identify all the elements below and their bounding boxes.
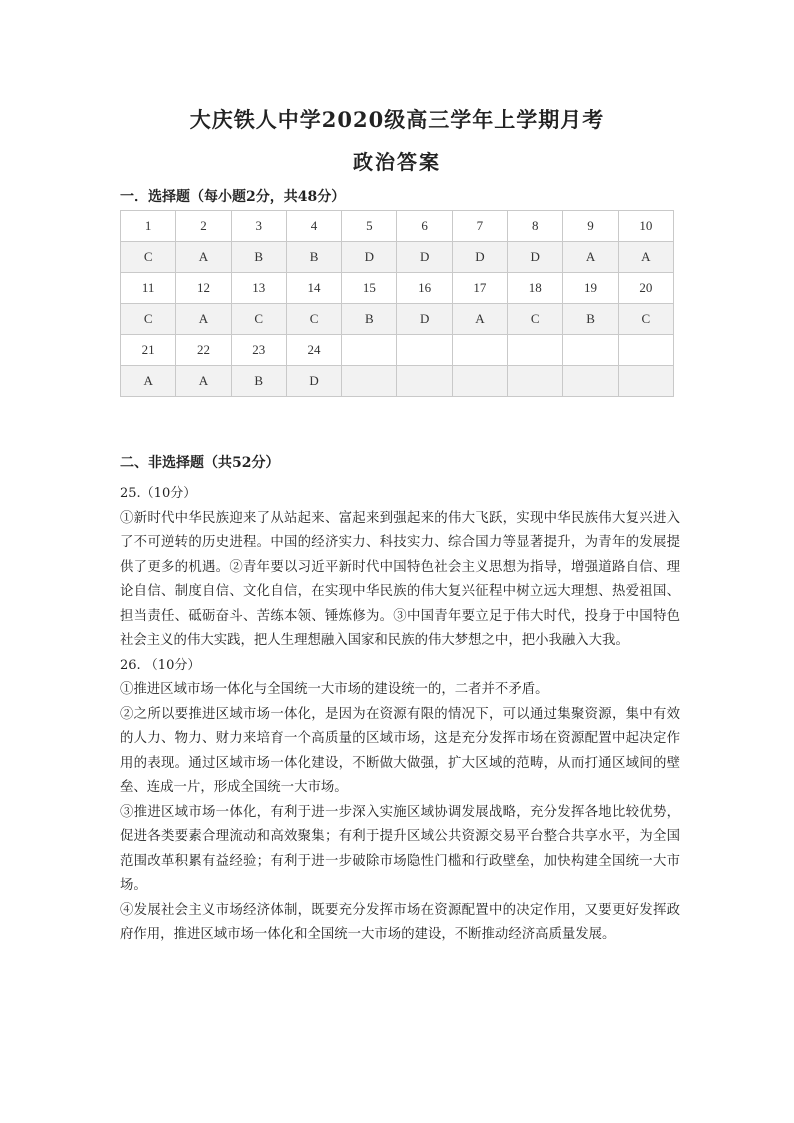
answer-cell: D: [342, 242, 397, 273]
answer-cell: [452, 366, 507, 397]
question-number-row: [121, 211, 674, 242]
question-number-cell: 10: [618, 211, 673, 242]
question-number-cell: 3: [231, 211, 286, 242]
answer-cell: A: [176, 366, 231, 397]
answer-cell: A: [452, 304, 507, 335]
question-number-cell: 17: [452, 273, 507, 304]
question-number-cell: 2: [176, 211, 231, 242]
question-number-cell: [452, 335, 507, 366]
question-number-cell: 21: [121, 335, 176, 366]
question-number-cell: [397, 335, 452, 366]
section-2-heading: 二、非选择题（共52分）: [120, 455, 280, 471]
answer-row: [121, 304, 674, 335]
answer-row: [121, 242, 674, 273]
answer-cell: C: [286, 304, 341, 335]
question-number-cell: 8: [508, 211, 563, 242]
question-number-cell: 12: [176, 273, 231, 304]
answer-cell: C: [121, 242, 176, 273]
answer-cell: D: [508, 242, 563, 273]
question-25-label: 25.（10分）: [120, 486, 197, 501]
answer-cell: C: [618, 304, 673, 335]
answer-cell: C: [121, 304, 176, 335]
answer-cell: [342, 366, 397, 397]
question-number-cell: [342, 335, 397, 366]
question-number-cell: 19: [563, 273, 618, 304]
question-number-cell: 18: [508, 273, 563, 304]
question-25-answer: ①新时代中华民族迎来了从站起来、富起来到强起来的伟大飞跃，实现中华民族伟大复兴进入了不可逆转的历史进程。中国的经济实力、科技实力、综合国力等显著提升，为青年的发展提供了更多的机遇。②青年要以习近平新时代中国特色社会主义思想为指导，增强道路自信、理论自信、制度自信、文化自信，在实现中华民族的伟大复兴征程中树立远大理想、热爱祖国、担当责任、砥砺奋斗、苦练本领、锤炼修为。③中国青年要立足于伟大时代，投身于中国特色社会主义的伟大实践，把人生理想融入国家和民族的伟大梦想之中，把小我融入大我。: [120, 510, 680, 648]
question-number-cell: [508, 335, 563, 366]
question-number-row: [121, 335, 674, 366]
answer-cell: B: [286, 242, 341, 273]
question-26-point-4: ④发展社会主义市场经济体制，既要充分发挥市场在资源配置中的决定作用，又要更好发挥政府作用，推进区域市场一体化和全国统一大市场的建设，不断推动经济高质量发展。: [120, 902, 680, 942]
question-number-cell: 5: [342, 211, 397, 242]
answer-cell: [508, 366, 563, 397]
question-number-cell: 6: [397, 211, 452, 242]
document-subtitle: 政治答案: [353, 150, 441, 174]
answer-body: [120, 482, 680, 948]
answer-cell: [618, 366, 673, 397]
question-number-cell: 13: [231, 273, 286, 304]
answer-cell: C: [231, 304, 286, 335]
question-26-label: 26. （10分）: [120, 657, 201, 673]
answer-cell: B: [231, 242, 286, 273]
answer-cell: D: [397, 242, 452, 273]
question-number-cell: 24: [286, 335, 341, 366]
question-number-row: [121, 273, 674, 304]
answer-cell: A: [618, 242, 673, 273]
answer-cell: D: [397, 304, 452, 335]
question-number-cell: 9: [563, 211, 618, 242]
question-number-cell: 16: [397, 273, 452, 304]
question-number-cell: [563, 335, 618, 366]
answer-row: [121, 366, 674, 397]
question-number-cell: 7: [452, 211, 507, 242]
answer-cell: B: [231, 366, 286, 397]
section-1-heading: 一．选择题（每小题2分，共48分）: [120, 189, 346, 205]
document-title: 大庆铁人中学2020级高三学年上学期月考: [189, 107, 605, 132]
question-26-point-1: ①推进区域市场一体化与全国统一大市场的建设统一的，二者并不矛盾。: [120, 682, 549, 697]
question-26-point-3: ③推进区域市场一体化，有利于进一步深入实施区域协调发展战略，充分发挥各地比较优势，促进各类要素合理流动和高效聚集；有利于提升区域公共资源交易平台整合共享水平，为全国范围改革积累有益经验；有利于进一步破除市场隐性门槛和行政壁垒，加快构建全国统一大市场。: [120, 804, 680, 893]
question-26-point-2: ②之所以要推进区域市场一体化，是因为在资源有限的情况下，可以通过集聚资源，集中有效的人力、物力、财力来培育一个高质量的区域市场，这是充分发挥市场在资源配置中起决定作用的表现。通过区域市场一体化建设，不断做大做强，扩大区域的范畴，从而打通区域间的壁垒、连成一片，形成全国统一大市场。: [120, 706, 680, 795]
answer-cell: A: [176, 304, 231, 335]
question-number-cell: 14: [286, 273, 341, 304]
answer-cell: [397, 366, 452, 397]
question-number-cell: 15: [342, 273, 397, 304]
question-number-cell: 1: [121, 211, 176, 242]
question-number-cell: 11: [121, 273, 176, 304]
answer-cell: C: [508, 304, 563, 335]
answer-cell: D: [286, 366, 341, 397]
answer-cell: B: [342, 304, 397, 335]
question-number-cell: [618, 335, 673, 366]
answer-cell: D: [452, 242, 507, 273]
answer-table-body: [121, 211, 674, 397]
question-number-cell: 4: [286, 211, 341, 242]
answer-cell: B: [563, 304, 618, 335]
answer-cell: A: [176, 242, 231, 273]
question-number-cell: 23: [231, 335, 286, 366]
question-number-cell: 22: [176, 335, 231, 366]
answer-cell: [563, 366, 618, 397]
answer-cell: A: [121, 366, 176, 397]
answer-cell: A: [563, 242, 618, 273]
question-number-cell: 20: [618, 273, 673, 304]
answer-table: [120, 210, 674, 397]
